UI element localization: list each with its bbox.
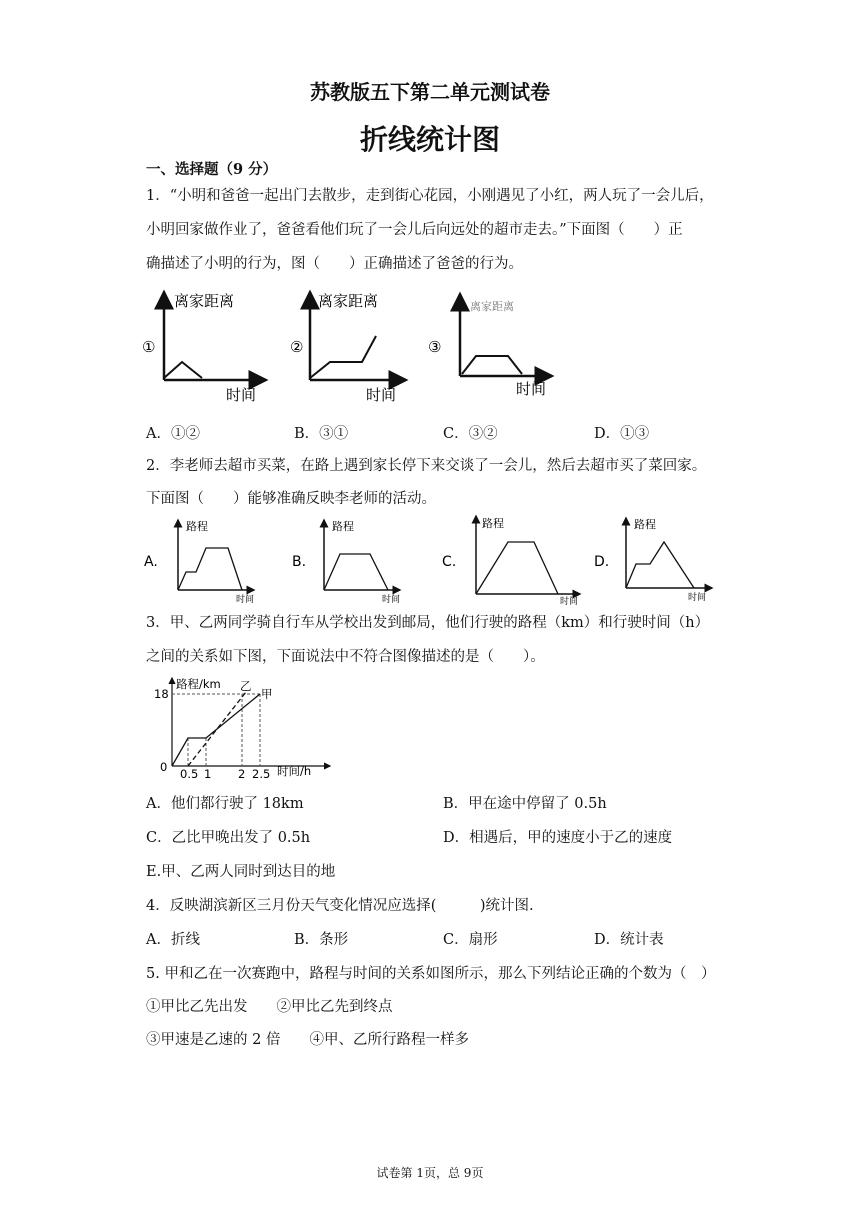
page-footer: 试卷第 1页，总 9页 (376, 1166, 484, 1180)
q1-option-c: C．③② (443, 426, 498, 442)
q1-mark-2: ② (290, 338, 304, 356)
q1-mark-3: ③ (428, 338, 442, 356)
q4-option-d: D．统计表 (594, 932, 664, 948)
q1-xlabel-2: 时间 (366, 386, 397, 404)
q3-x-tick-2.5: 2.5 (252, 767, 271, 781)
q4-option-b: B．条形 (294, 932, 349, 948)
q2-ylabel-b: 路程 (332, 520, 354, 533)
paper-title: 苏教版五下第二单元测试卷 (310, 80, 550, 104)
q1-xlabel-1: 时间 (226, 386, 257, 404)
q2-graphs (140, 514, 730, 606)
q2-xlabel-d: 时间 (688, 593, 707, 603)
q3-line2: 之间的关系如下图，下面说法中不符合图像描述的是（ ）。 (146, 649, 545, 665)
q2-xlabel-c: 时间 (560, 597, 579, 606)
section-heading: 一、选择题（9 分） (146, 161, 278, 178)
q3-option-c: C．乙比甲晚出发了 0.5h (146, 830, 311, 846)
q2-mark-a: A. (144, 554, 158, 570)
q3-option-b: B．甲在途中停留了 0.5h (443, 796, 607, 812)
q5-line3: ③甲速是乙速的 2 倍 ④甲、乙所行路程一样多 (146, 1032, 469, 1048)
q2-mark-d: D. (594, 554, 610, 570)
q3-y-tick-18: 18 (154, 687, 169, 701)
q1-mark-1: ① (142, 338, 156, 356)
q1-option-d: D．①③ (594, 426, 650, 442)
q4-option-c: C．扇形 (443, 932, 498, 948)
q1-line3: 确描述了小明的行为，图（ ）正确描述了爸爸的行为。 (146, 256, 523, 272)
q5-line2: ①甲比乙先出发 ②甲比乙先到终点 (146, 999, 393, 1015)
q1-line1: 1．“小明和爸爸一起出门去散步，走到街心花园，小刚遇见了小红，两人玩了一会儿后， (146, 188, 714, 204)
paper-subtitle: 折线统计图 (359, 123, 500, 156)
q3-graph (150, 674, 340, 784)
q2-ylabel-d: 路程 (634, 518, 656, 531)
q3-x-tick-1: 1 (204, 767, 212, 781)
q1-line2: 小明回家做作业了，爸爸看他们玩了一会儿后向远处的超市走去。”下面图（ ）正 (146, 222, 683, 238)
q3-x-tick-0.5: 0.5 (180, 767, 199, 781)
q2-line1: 2．李老师去超市买菜，在路上遇到家长停下来交谈了一会儿，然后去超市买了菜回家。 (146, 458, 707, 474)
q3-label-jia: 甲 (261, 687, 273, 701)
q3-line1: 3．甲、乙两同学骑自行车从学校出发到邮局，他们行驶的路程（km）和行驶时间（h） (146, 615, 710, 631)
q5-line1: 5. 甲和乙在一次赛跑中，路程与时间的关系如图所示，那么下列结论正确的个数为（ ） (146, 966, 716, 982)
q2-mark-b: B. (292, 554, 307, 570)
q1-option-a: A．①② (146, 426, 200, 442)
q3-ylabel: 路程/km (176, 677, 221, 691)
q2-graph-a (144, 519, 254, 605)
q3-origin: 0 (160, 760, 168, 774)
q1-option-b: B．③① (294, 426, 349, 442)
q2-mark-c: C. (442, 554, 457, 570)
q3-option-a: A．他们都行驶了 18km (146, 796, 304, 812)
q3-option-d: D．相遇后，甲的速度小于乙的速度 (443, 830, 673, 846)
q1-graph-2 (290, 292, 406, 404)
q1-ylabel-3: 离家距离 (470, 300, 514, 313)
q1-graph-1 (142, 292, 266, 404)
q2-graph-b (292, 519, 400, 605)
q2-xlabel-a: 时间 (236, 595, 255, 605)
q1-ylabel-1: 离家距离 (174, 292, 235, 310)
q1-xlabel-3: 时间 (516, 380, 547, 398)
q4-line1: 4．反映湖滨新区三月份天气变化情况应选择( )统计图. (146, 898, 534, 914)
q2-line2: 下面图（ ）能够准确反映李老师的活动。 (146, 491, 436, 507)
q1-graphs (140, 286, 600, 410)
q2-xlabel-b: 时间 (382, 595, 401, 605)
q2-ylabel-c: 路程 (482, 517, 504, 530)
q3-label-yi: 乙 (240, 679, 252, 693)
q3-option-e: E.甲、乙两人同时到达目的地 (146, 864, 336, 880)
q2-ylabel-a: 路程 (186, 520, 208, 533)
q3-xlabel: 时间/h (277, 764, 312, 778)
q2-graph-d (594, 517, 712, 603)
q2-graph-c (442, 516, 580, 606)
q1-ylabel-2: 离家距离 (318, 292, 379, 310)
q3-x-tick-2: 2 (238, 767, 246, 781)
q1-graph-3 (428, 294, 552, 398)
q3-series-jia (172, 694, 260, 766)
q4-option-a: A．折线 (146, 932, 200, 948)
